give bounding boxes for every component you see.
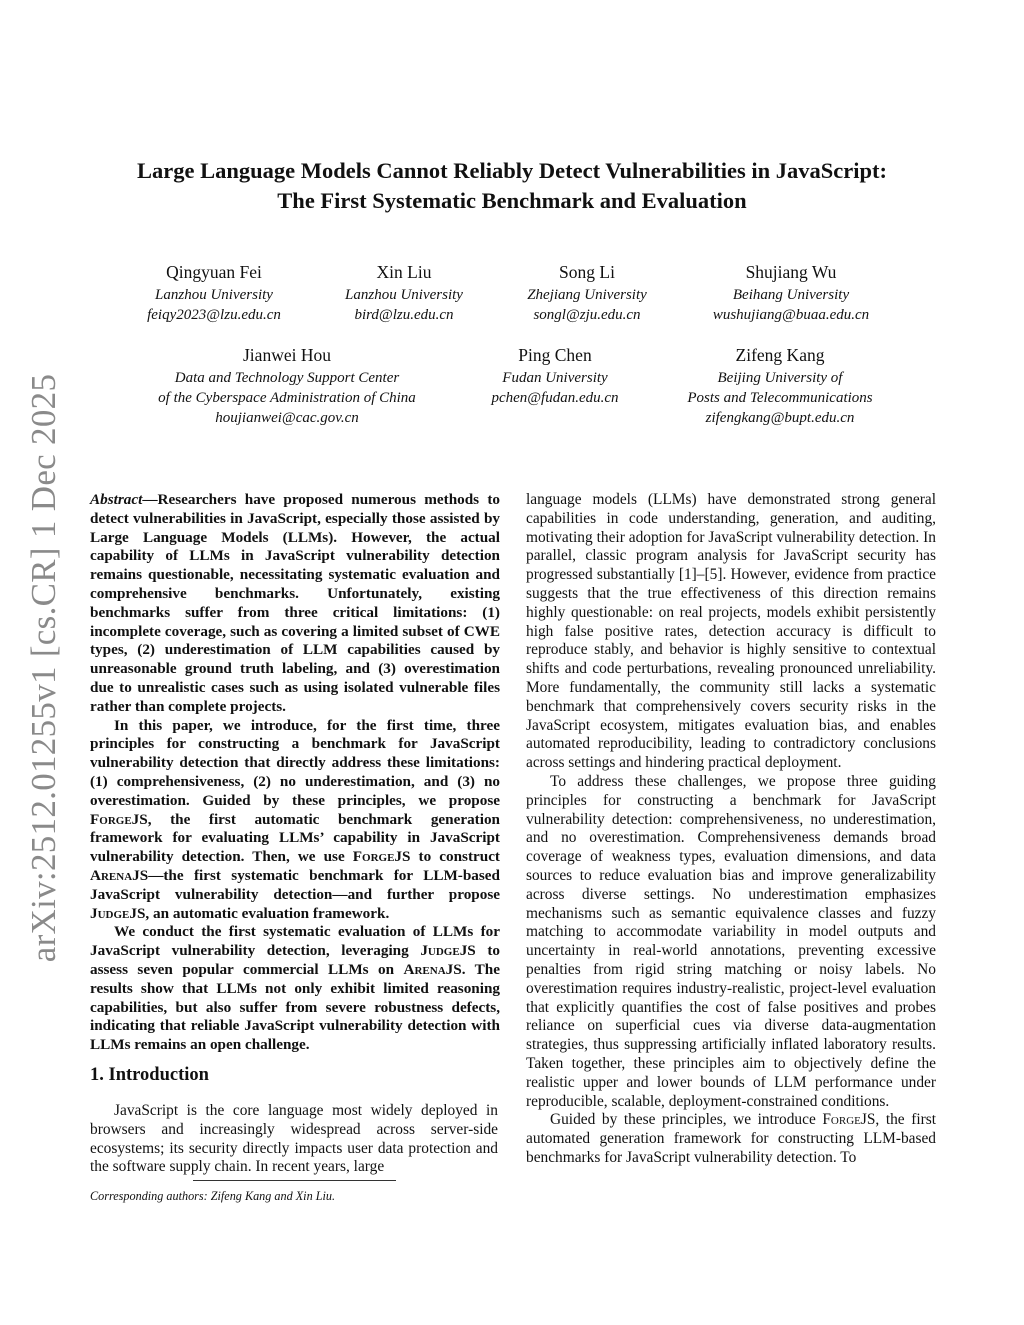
abstract — [90, 491, 500, 1055]
author-affiliation: Posts and Telecommunications — [687, 390, 873, 406]
abstract-text: We conduct the first systematic evaluation of LLMs for JavaScript vulnerability detection, leveraging — [90, 923, 500, 960]
arxiv-label: arXiv:2512.01255v1 [cs.CR] 1 Dec 2025 — [24, 373, 63, 963]
system-name: ForgeJS — [90, 810, 148, 828]
author-name: Song Li — [559, 262, 615, 282]
author-affiliation: Beijing University of — [717, 370, 843, 386]
section-heading: 1. Introduction — [90, 1065, 209, 1085]
author-email: bird@lzu.edu.cn — [354, 307, 454, 323]
author-affiliation: Beihang University — [732, 287, 850, 303]
author-affiliation: Zhejiang University — [527, 287, 647, 303]
footnote-rule — [193, 1180, 396, 1181]
abstract-text: —Researchers have proposed numerous methods to detect vulnerabilities in JavaScript, especially those assisted by Large Language Models (LLMs). However, the actual capability of LLMs in JavaScript vulnerability detection remains questionable, necessitating systematic evaluation and comprehensive benchmarks. Unfortunately, existing benchmarks suffer from three critical limitations: (1) incomplete coverage, such as covering a limited subset of CWE types, (2) underestimation of LLM capabilities caused by unreasonable ground truth labeling, and (3) overestimation due to unrealistic cases such as using isolated vulnerable files rather than complete projects. — [90, 491, 500, 715]
abstract-text: . The results show that LLMs not only exhibit limited reasoning capabilities, but also suffer from severe robustness defects, indicating that reliable JavaScript vulnerability detection with LLMs remains an open challenge. — [90, 960, 500, 1054]
title-line-1: Large Language Models Cannot Reliably Detect Vulnerabilities in JavaScript: — [137, 158, 887, 183]
title-line-2: The First Systematic Benchmark and Evaluation — [277, 188, 747, 213]
system-name: ArenaJS — [403, 960, 462, 978]
system-name: JudgeJS — [90, 904, 146, 922]
author-affiliation: of the Cyberspace Administration of China — [158, 390, 416, 406]
intro-text: , the first automated generation framework for constructing LLM-based benchmarks for JavaScript vulnerability detection. To — [526, 1111, 937, 1166]
abstract-label: Abstract — [90, 491, 143, 508]
intro-paragraph: language models (LLMs) have demonstrated strong general capabilities in code understanding, generation, and auditing, motivating their adoption for JavaScript vulnerability detection. In parallel, classic program analysis for JavaScript security has progressed substantially [1]–[5]. However, evidence from practice suggests that the true effectiveness of this direction remains highly questionable: on real projects, models exhibit persistently high false positive rates, detection accuracy is difficult to reproduce stably, and behavior is highly sensitive to contextual shifts and code perturbations, revealing pronounced unreliability. More fundamentally, the community still lacks a systematic benchmark that comprehensively covers security risks in the JavaScript ecosystem, mitigates evaluation bias, and enables automated reproducibility, leading to contradictory conclusions across settings and hindering practical deployment. — [526, 491, 936, 772]
footnote: Corresponding authors: Zifeng Kang and Xin Liu. — [90, 1189, 336, 1203]
system-name: ForgeJS — [822, 1111, 876, 1129]
author-email: pchen@fudan.edu.cn — [491, 390, 619, 406]
author-name: Jianwei Hou — [243, 345, 331, 365]
abstract-paragraph — [90, 717, 500, 924]
author-affiliation: Lanzhou University — [345, 287, 463, 303]
abstract-paragraph — [90, 923, 500, 1055]
intro-paragraph: To address these challenges, we propose three guiding principles for constructing a benchmark for JavaScript vulnerability detection: comprehensiveness, no underestimation, and no overestimation. Comprehensiveness demands broad coverage of weakness types, evaluation dimensions, and data sources to reduce evaluation bias and improve generalizability across diverse settings. No underestimation emphasizes mechanisms such as semantic equivalence classes and fuzzy matching to accommodate variability in model outputs and uncertainty in real-world annotations, preventing excessive penalties from rigid string matching or noisy labels. No overestimation requires industry-realistic, project-level evaluation that explicitly quantifies the cost of false positives and probes reliance on superficial cues via diverse data-augmentation strategies, thus suppressing artificially inflated laboratory results. Taken together, these principles aim to objectively define the realistic upper and lower bounds of LLM performance under reproducible, scalable, deployment-constrained conditions. — [526, 772, 936, 1110]
right-column — [526, 491, 936, 1168]
abstract-text: to assess seven popular commercial LLMs on — [90, 942, 501, 978]
paper-title — [80, 156, 944, 216]
system-name: ArenaJS — [90, 866, 149, 884]
author-name: Xin Liu — [376, 262, 432, 282]
intro-text: JavaScript is the core language most widely deployed in browsers and increasingly widespread across server-side ecosystems; its security directly impacts user data protection and the software supply chain. In recent years, large — [90, 1102, 498, 1176]
author-name: Shujiang Wu — [745, 262, 837, 282]
system-name: JudgeJS — [420, 942, 476, 960]
abstract-paragraph — [90, 491, 500, 717]
author-email: feiqy2023@lzu.edu.cn — [147, 307, 281, 323]
abstract-text: , the first automatic benchmark generation framework for evaluating LLMs’ capability in JavaScript vulnerability detection. Then, we use — [90, 810, 500, 866]
system-name: ForgeJS — [352, 848, 411, 866]
author-name: Zifeng Kang — [735, 345, 825, 365]
author-email: zifengkang@bupt.edu.cn — [705, 410, 855, 426]
abstract-text: —the first systematic benchmark for LLM-based JavaScript vulnerability detection—and further propose — [90, 866, 500, 903]
intro-paragraph — [90, 1102, 498, 1177]
author-name: Qingyuan Fei — [166, 262, 262, 282]
abstract-text: , an automatic evaluation framework. — [145, 904, 390, 922]
left-column — [90, 491, 500, 1055]
author-block — [645, 345, 915, 428]
arxiv-identifier — [14, 373, 74, 963]
intro-paragraph — [526, 1111, 936, 1167]
intro-text: Guided by these principles, we introduce — [550, 1111, 823, 1129]
author-affiliation: Fudan University — [502, 370, 608, 386]
author-name: Ping Chen — [518, 345, 592, 365]
author-affiliation: Data and Technology Support Center — [174, 370, 400, 386]
author-block — [137, 345, 437, 428]
author-email: houjianwei@cac.gov.cn — [215, 410, 359, 426]
author-email: wushujiang@buaa.edu.cn — [712, 307, 870, 323]
abstract-text: In this paper, we introduce, for the first time, three principles for constructing a benchmark for JavaScript vulnerability detection that directly address these limitations: (1) comprehensiveness, (2) no underestimation, and (3) no overestimation. Guided by these principles, we propose — [90, 716, 500, 809]
author-block — [656, 262, 926, 325]
author-email: songl@zju.edu.cn — [533, 307, 641, 323]
abstract-text: to construct — [410, 848, 500, 866]
author-affiliation: Lanzhou University — [155, 287, 273, 303]
